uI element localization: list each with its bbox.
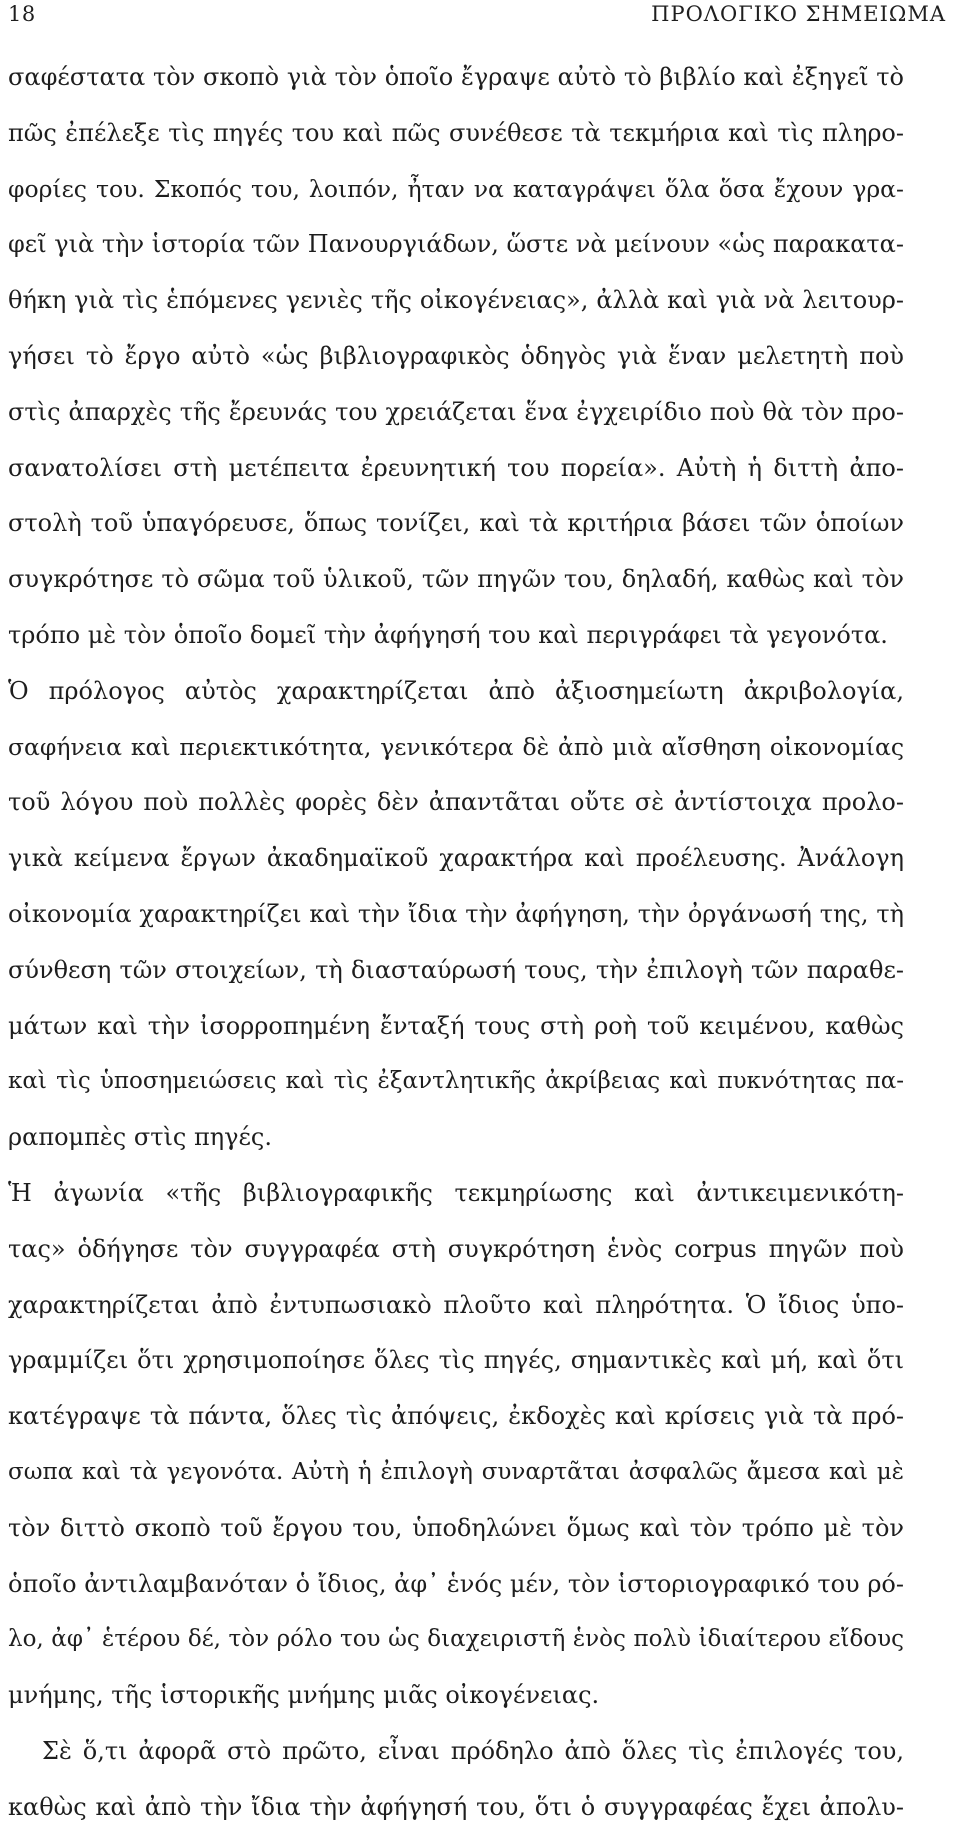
text-line: τρόπο μὲ τὸν ὁποῖο δομεῖ τὴν ἀφήγησή του καὶ περιγράφει τὰ γεγονότα. <box>8 620 888 649</box>
text-line: τὸν διττὸ σκοπὸ τοῦ ἔργου του, ὑποδηλώνει ὅμως καὶ τὸν τρόπο μὲ τὸν <box>8 1513 904 1542</box>
text-line: τοῦ λόγου ποὺ πολλὲς φορὲς δὲν ἀπαντᾶται οὔτε σὲ ἀντίστοιχα προλο- <box>8 788 904 817</box>
text-line: γήσει τὸ ἔργο αὐτὸ «ὡς βιβλιογραφικὸς ὁδηγὸς γιὰ ἕναν μελετητὴ ποὺ <box>8 341 904 370</box>
text-line: καθὼς καὶ ἀπὸ τὴν ἴδια τὴν ἀφήγησή του, ὅτι ὁ συγγραφέας ἔχει ἀπολυ- <box>8 1792 904 1821</box>
paragraph <box>8 1166 904 1724</box>
text-line: γραμμίζει ὅτι χρησιμοποίησε ὅλες τὶς πηγές, σημαντικὲς καὶ μή, καὶ ὅτι <box>8 1346 904 1375</box>
text-line: ραπομπὲς στὶς πηγές. <box>8 1123 272 1152</box>
text-line: σαφέστατα τὸν σκοπὸ γιὰ τὸν ὁποῖο ἔγραψε αὐτὸ τὸ βιβλίο καὶ ἐξηγεῖ τὸ <box>8 63 904 91</box>
text-line: μάτων καὶ τὴν ἰσορροπημένη ἔνταξή τους στὴ ροὴ τοῦ κειμένου, καθὼς <box>8 1011 904 1040</box>
text-line: σαφήνεια καὶ περιεκτικότητα, γενικότερα δὲ ἀπὸ μιὰ αἴσθηση οἰκονομίας <box>8 732 904 761</box>
text-line: συγκρότησε τὸ σῶμα τοῦ ὑλικοῦ, τῶν πηγῶν του, δηλαδή, καθὼς καὶ τὸν <box>8 565 904 594</box>
body-text <box>8 50 904 1836</box>
paragraph <box>8 664 904 1166</box>
text-line: τας» ὁδήγησε τὸν συγγραφέα στὴ συγκρότηση ἑνὸς corpus πηγῶν ποὺ <box>8 1234 904 1263</box>
text-line: καὶ τὶς ὑποσημειώσεις καὶ τὶς ἐξαντλητικῆς ἀκρίβειας καὶ πυκνότητας πα- <box>8 1068 904 1095</box>
text-line: Σὲ ὅ,τι ἀφορᾶ στὸ πρῶτο, εἶναι πρόδηλο ἀπὸ ὅλες τὶς ἐπιλογές του, <box>42 1736 904 1765</box>
text-line: οἰκονομία χαρακτηρίζει καὶ τὴν ἴδια τὴν ἀφήγηση, τὴν ὀργάνωσή της, τὴ <box>8 899 904 928</box>
page-header <box>8 0 946 30</box>
paragraph <box>8 50 904 664</box>
text-line: λο, ἀφ᾽ ἑτέρου δέ, τὸν ρόλο του ὡς διαχειριστῆ ἑνὸς πολὺ ἰδιαίτερου εἴδους <box>8 1626 904 1653</box>
text-line: Ἡ ἀγωνία «τῆς βιβλιογραφικῆς τεκμηρίωσης καὶ ἀντικειμενικότη- <box>8 1178 904 1207</box>
text-line: κατέγραψε τὰ πάντα, ὅλες τὶς ἀπόψεις, ἐκδοχὲς καὶ κρίσεις γιὰ τὰ πρό- <box>8 1402 904 1431</box>
text-line: στολὴ τοῦ ὑπαγόρευσε, ὅπως τονίζει, καὶ τὰ κριτήρια βάσει τῶν ὁποίων <box>8 509 904 538</box>
text-line: θήκη γιὰ τὶς ἑπόμενες γενιὲς τῆς οἰκογένειας», ἀλλὰ καὶ γιὰ νὰ λειτουρ- <box>8 286 904 315</box>
page-number: 18 <box>8 2 36 26</box>
text-line: σωπα καὶ τὰ γεγονότα. Αὐτὴ ἡ ἐπιλογὴ συναρτᾶται ἀσφαλῶς ἄμεσα καὶ μὲ <box>8 1458 904 1485</box>
text-line: γικὰ κείμενα ἔργων ἀκαδημαϊκοῦ χαρακτήρα καὶ προέλευσης. Ἀνάλογη <box>8 844 904 873</box>
text-line: μνήμης, τῆς ἱστορικῆς μνήμης μιᾶς οἰκογένειας. <box>8 1681 600 1710</box>
running-title: ΠΡΟΛΟΓΙΚΟ ΣΗΜΕΙΩΜΑ <box>651 2 946 26</box>
text-line: σύνθεση τῶν στοιχείων, τὴ διασταύρωσή τους, τὴν ἐπιλογὴ τῶν παραθε- <box>8 955 904 984</box>
text-line: Ὁ πρόλογος αὐτὸς χαρακτηρίζεται ἀπὸ ἀξιοσημείωτη ἀκριβολογία, <box>8 676 904 705</box>
text-line: φορίες του. Σκοπός του, λοιπόν, ἦταν να καταγράψει ὅλα ὅσα ἔχουν γρα- <box>8 174 904 203</box>
text-line: ὁποῖο ἀντιλαμβανόταν ὁ ἴδιος, ἀφ᾽ ἑνός μέν, τὸν ἱστοριογραφικό του ρό- <box>8 1569 904 1598</box>
text-line: πῶς ἐπέλεξε τὶς πηγές του καὶ πῶς συνέθεσε τὰ τεκμήρια καὶ τὶς πληρο- <box>8 118 904 147</box>
paragraph <box>8 1724 904 1836</box>
text-line: σανατολίσει στὴ μετέπειτα ἐρευνητική του πορεία». Αὐτὴ ἡ διττὴ ἀπο- <box>8 453 904 482</box>
text-line: φεῖ γιὰ τὴν ἱστορία τῶν Πανουργιάδων, ὥστε νὰ μείνουν «ὡς παρακατα- <box>8 230 904 259</box>
text-line: χαρακτηρίζεται ἀπὸ ἐντυπωσιακὸ πλοῦτο καὶ πληρότητα. Ὁ ἴδιος ὑπο- <box>8 1290 904 1319</box>
text-line: στὶς ἀπαρχὲς τῆς ἔρευνάς του χρειάζεται ἕνα ἐγχειρίδιο ποὺ θὰ τὸν προ- <box>8 397 904 426</box>
